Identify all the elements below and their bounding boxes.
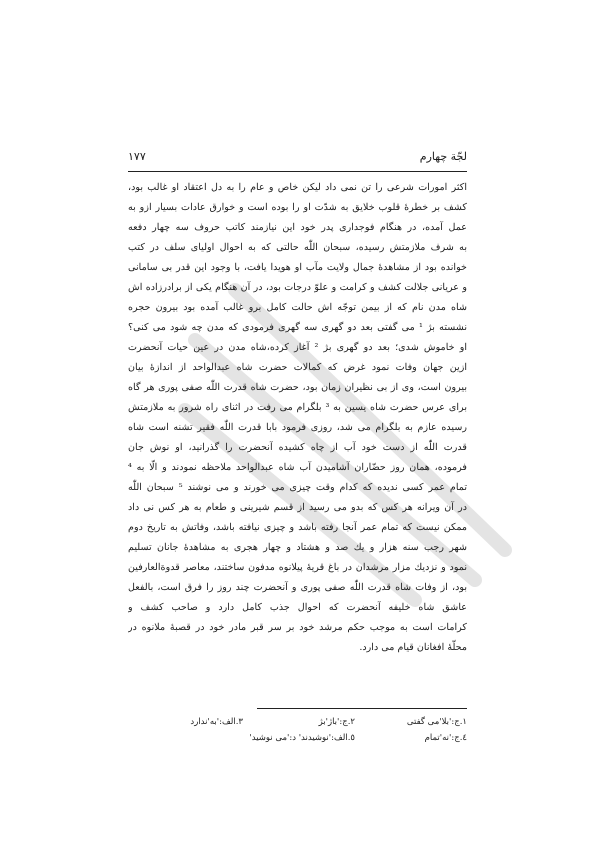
text-line: خوانده بود از مشاهدهٔ جمال ولایت مآب او هویدا یافت، با وجود این قدر بی سامانی (128, 262, 467, 273)
main-text (128, 178, 467, 658)
footnote: ٣.الف:'به'ندارد (190, 717, 243, 727)
text-line: ازین جهان وفات نمود غرض که کمالات حضرت شاه عبدالواحد از اندازهٔ بیان (128, 362, 467, 373)
text-line: عاشق شاه خلیفه آنحضرت که احوال جذب کامل دارد و صاحب کشف و (128, 602, 467, 613)
text-line: عمل آمده، در هنگام فوجداری پدر خود این نیازمند کاتب حروف سه چهار دفعه (128, 222, 467, 233)
text-line: رسیده عازم به بلگرام می شد، روزی فرمود بابا قدرت اللّٰه فقیر تشنه است شاه (128, 422, 467, 433)
footnote-row (128, 714, 467, 730)
footnotes (128, 714, 467, 746)
text-line: نمود و نزدیك مزار مرشدان در باغ قریهٔ پیلانوه مدفون ساختند، معاصر قدوةالعارفین (128, 562, 467, 573)
text-line: در آن ویرانه هر کس که بدو می رسید از قسم شیرینی و طعام به هر کس نی داد (128, 502, 467, 513)
page-header (128, 150, 467, 168)
footnote (131, 730, 243, 746)
text-line: او خاموش شدی؛ بعد دو گهری بژ ² آغاز کرده،شاه مدن در عین حیات آنحضرت (128, 342, 467, 353)
text-line: قدرت اللّٰه از دست خود آب از چاه کشیده آنحضرت را گذرانید، او نوش جان (128, 442, 467, 453)
text-line: بیرون است، وی از بی نظیران زمان بود، حضرت شاه قدرت اللّٰه صفی پوری هر گاه (128, 382, 467, 393)
text-line: فرموده، همان روز حضّاران آشامیدن آب شاه عبدالواحد ملاحظه نمودند و الّا به ⁴ (128, 462, 467, 473)
footnote-row (128, 730, 467, 746)
page-number: ١٧٧ (128, 150, 146, 163)
footnote: ٢.ج:'باژ'بژ (318, 717, 355, 727)
text-line: کشف بر خطرهٔ قلوب خلایق به شدّت او را بوده است و خوارق عادات بسیار ازو به (128, 202, 467, 213)
text-line: به شرف ملازمتش رسیده، سبحان اللّٰه حالتی که به احوال اولیای سلف در کتب (128, 242, 467, 253)
footnote-divider (257, 708, 467, 709)
text-line: بود، از وفات شاه قدرت اللّٰه صفی پوری و آنحضرت چند روز را فرق است، بالفعل (128, 582, 467, 593)
text-line: ممکن نیست که تمام عمر آنجا رفته باشد و چیزی نیافته باشد، وفاتش به تاریخ دوم (128, 522, 467, 533)
text-line: محلّهٔ افغانان قیام می دارد. (359, 642, 467, 653)
text-line: و عریانی جلالت کشف و کرامت و علوّ درجات بود، در آن هنگام یکی از برادرزاده اش (128, 282, 467, 293)
text-line: نشسته بژ ¹ می گفتی بعد دو گهری سه گهری فرمودی که مدن چه شود می کنی؟ (128, 322, 467, 333)
text-line: کرامات است به موجب حکم مرشد خود بر سر قبر مادر خود در قصبهٔ ملانوه در (128, 622, 467, 633)
header-divider (128, 171, 467, 172)
text-line: شهر رجب سنه هزار و یك صد و هشتاد و چهار هجری به مشاهدهٔ جانان تسلیم (128, 542, 467, 553)
text-line: تمام عمر کسی ندیده که کدام وقت چیزی می خورند و می نوشند ⁵ سبحان اللّٰه (128, 482, 467, 493)
footnote: ٥.الف:'نوشیدند' د:'می نوشید' (249, 733, 355, 743)
footnote: ١.ج:'بلا'می گفتی (406, 717, 467, 727)
chapter-title: لجّة چهارم (419, 150, 467, 163)
footnote: ٤.ج:'نه'تمام (424, 733, 467, 743)
text-line: اکثر امورات شرعی را تن نمی داد لیکن خاص و عام را به دل اعتقاد او غالب بود، (128, 182, 467, 193)
text-line: برای عرس حضرت شاه یسین به ³ بلگرام می رفت در اثنای راه شرور به ملازمتش (128, 402, 467, 413)
text-line: شاه مدن نام که از بیمن توجّه اش حالت کامل برو غالب آمده بود بیرون حجره (128, 302, 467, 313)
